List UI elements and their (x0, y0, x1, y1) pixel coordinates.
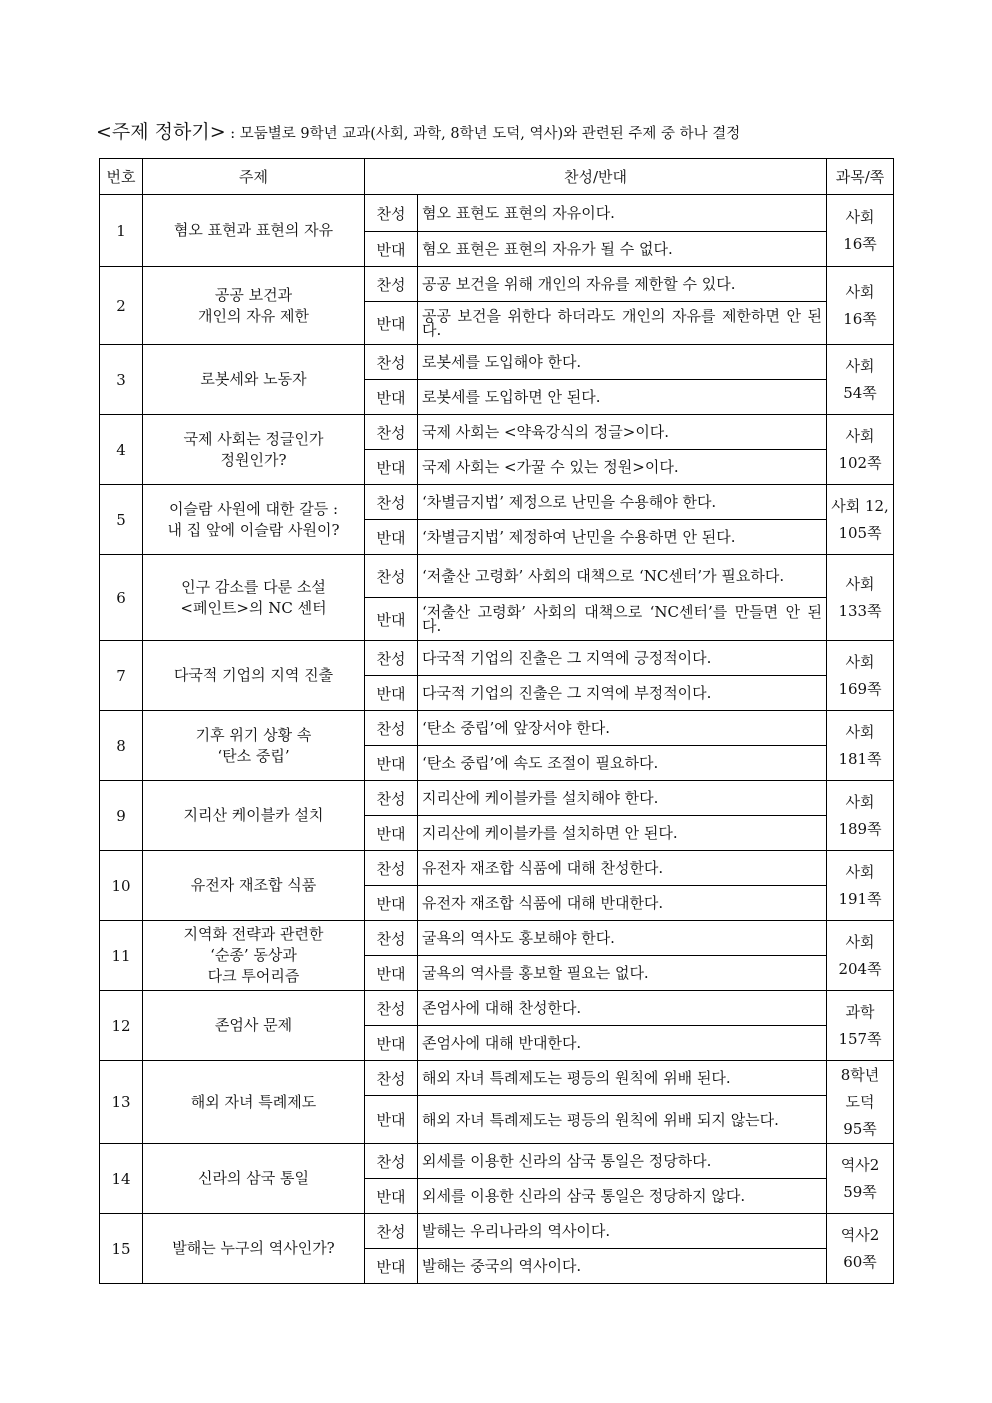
heading-title: <주제 정하기> (96, 121, 226, 143)
stance-label-for: 찬성 (365, 555, 418, 598)
argument-against: 혐오 표현은 표현의 자유가 될 수 없다. (418, 232, 827, 267)
row-number: 10 (100, 851, 143, 921)
table-row (100, 485, 894, 520)
stance-label-for: 찬성 (365, 345, 418, 380)
argument-against: ‘탄소 중립’에 속도 조절이 필요하다. (418, 746, 827, 781)
stance-label-against: 반대 (365, 816, 418, 851)
stance-label-against: 반대 (365, 450, 418, 485)
row-subject: 8학년 도덕 95쪽 (827, 1061, 894, 1144)
argument-against: 해외 자녀 특례제도는 평등의 원칙에 위배 되지 않는다. (418, 1096, 827, 1144)
row-number: 13 (100, 1061, 143, 1144)
table-row (100, 415, 894, 450)
row-topic: 인구 감소를 다룬 소설 <페인트>의 NC 센터 (143, 555, 365, 641)
row-subject: 사회 54쪽 (827, 345, 894, 415)
stance-label-for: 찬성 (365, 781, 418, 816)
argument-for: 국제 사회는 <약육강식의 정글>이다. (418, 415, 827, 450)
row-subject: 역사2 59쪽 (827, 1144, 894, 1214)
row-number: 15 (100, 1214, 143, 1284)
table-row (100, 345, 894, 380)
argument-against: 유전자 재조합 식품에 대해 반대한다. (418, 886, 827, 921)
row-subject: 역사2 60쪽 (827, 1214, 894, 1284)
argument-for: 발해는 우리나라의 역사이다. (418, 1214, 827, 1249)
row-subject: 사회 204쪽 (827, 921, 894, 991)
argument-against: 지리산에 케이블카를 설치하면 안 된다. (418, 816, 827, 851)
stance-label-for: 찬성 (365, 1144, 418, 1179)
row-number: 9 (100, 781, 143, 851)
table-row (100, 851, 894, 886)
stance-label-against: 반대 (365, 676, 418, 711)
table-body (100, 195, 894, 1284)
argument-for: 지리산에 케이블카를 설치해야 한다. (418, 781, 827, 816)
row-number: 5 (100, 485, 143, 555)
argument-for: ‘차별금지법’ 제정으로 난민을 수용해야 한다. (418, 485, 827, 520)
table-row (100, 921, 894, 956)
stance-label-for: 찬성 (365, 1061, 418, 1096)
row-subject: 사회 191쪽 (827, 851, 894, 921)
argument-against: 로봇세를 도입하면 안 된다. (418, 380, 827, 415)
argument-for: 해외 자녀 특례제도는 평등의 원칙에 위배 된다. (418, 1061, 827, 1096)
row-number: 7 (100, 641, 143, 711)
row-topic: 존엄사 문제 (143, 991, 365, 1061)
argument-for: 유전자 재조합 식품에 대해 찬성한다. (418, 851, 827, 886)
table-row (100, 641, 894, 676)
stance-label-against: 반대 (365, 1249, 418, 1284)
header-number: 번호 (100, 159, 143, 195)
stance-label-for: 찬성 (365, 415, 418, 450)
row-number: 6 (100, 555, 143, 641)
row-topic: 발해는 누구의 역사인가? (143, 1214, 365, 1284)
stance-label-for: 찬성 (365, 921, 418, 956)
row-number: 2 (100, 267, 143, 345)
row-number: 14 (100, 1144, 143, 1214)
argument-against: ‘저출산 고령화’ 사회의 대책으로 ‘NC센터’를 만들면 안 된다. (418, 598, 827, 641)
row-topic: 지리산 케이블카 설치 (143, 781, 365, 851)
row-subject: 사회 102쪽 (827, 415, 894, 485)
stance-label-against: 반대 (365, 956, 418, 991)
stance-label-for: 찬성 (365, 267, 418, 302)
stance-label-against: 반대 (365, 1179, 418, 1214)
row-topic: 기후 위기 상황 속 ‘탄소 중립’ (143, 711, 365, 781)
row-subject: 사회 16쪽 (827, 195, 894, 267)
row-number: 11 (100, 921, 143, 991)
stance-label-for: 찬성 (365, 991, 418, 1026)
row-number: 4 (100, 415, 143, 485)
argument-for: 로봇세를 도입해야 한다. (418, 345, 827, 380)
row-topic: 다국적 기업의 지역 진출 (143, 641, 365, 711)
row-topic: 유전자 재조합 식품 (143, 851, 365, 921)
table-row (100, 1144, 894, 1179)
table-row (100, 1061, 894, 1096)
table-row (100, 711, 894, 746)
argument-for: ‘저출산 고령화’ 사회의 대책으로 ‘NC센터’가 필요하다. (418, 555, 827, 598)
stance-label-for: 찬성 (365, 851, 418, 886)
stance-label-against: 반대 (365, 886, 418, 921)
stance-label-against: 반대 (365, 1096, 418, 1144)
row-subject: 과학 157쪽 (827, 991, 894, 1061)
row-topic: 지역화 전략과 관련한 ‘순종’ 동상과 다크 투어리즘 (143, 921, 365, 991)
row-number: 1 (100, 195, 143, 267)
table-row (100, 781, 894, 816)
argument-for: 존엄사에 대해 찬성한다. (418, 991, 827, 1026)
topics-table (99, 158, 894, 1284)
argument-for: ‘탄소 중립’에 앞장서야 한다. (418, 711, 827, 746)
row-topic: 혐오 표현과 표현의 자유 (143, 195, 365, 267)
row-number: 12 (100, 991, 143, 1061)
row-subject: 사회 12, 105쪽 (827, 485, 894, 555)
table-row (100, 991, 894, 1026)
row-subject: 사회 16쪽 (827, 267, 894, 345)
argument-against: 굴욕의 역사를 홍보할 필요는 없다. (418, 956, 827, 991)
stance-label-for: 찬성 (365, 641, 418, 676)
stance-label-for: 찬성 (365, 195, 418, 232)
stance-label-against: 반대 (365, 520, 418, 555)
table-header-row (100, 159, 894, 195)
row-topic: 이슬람 사원에 대한 갈등 : 내 집 앞에 이슬람 사원이? (143, 485, 365, 555)
argument-against: ‘차별금지법’ 제정하여 난민을 수용하면 안 된다. (418, 520, 827, 555)
row-number: 8 (100, 711, 143, 781)
argument-against: 발해는 중국의 역사이다. (418, 1249, 827, 1284)
table-row (100, 195, 894, 232)
argument-against: 공공 보건을 위한다 하더라도 개인의 자유를 제한하면 안 된다. (418, 302, 827, 345)
page-heading (96, 117, 740, 144)
row-subject: 사회 181쪽 (827, 711, 894, 781)
argument-against: 국제 사회는 <가꿀 수 있는 정원>이다. (418, 450, 827, 485)
argument-for: 굴욕의 역사도 홍보해야 한다. (418, 921, 827, 956)
row-topic: 로봇세와 노동자 (143, 345, 365, 415)
argument-for: 다국적 기업의 진출은 그 지역에 긍정적이다. (418, 641, 827, 676)
argument-against: 다국적 기업의 진출은 그 지역에 부정적이다. (418, 676, 827, 711)
stance-label-against: 반대 (365, 302, 418, 345)
row-subject: 사회 189쪽 (827, 781, 894, 851)
row-topic: 해외 자녀 특례제도 (143, 1061, 365, 1144)
argument-for: 공공 보건을 위해 개인의 자유를 제한할 수 있다. (418, 267, 827, 302)
row-topic: 국제 사회는 정글인가 정원인가? (143, 415, 365, 485)
table-row (100, 267, 894, 302)
heading-description: : 모둠별로 9학년 교과(사회, 과학, 8학년 도덕, 역사)와 관련된 주제 중 하나 결정 (225, 126, 741, 142)
stance-label-against: 반대 (365, 232, 418, 267)
stance-label-against: 반대 (365, 746, 418, 781)
row-subject: 사회 133쪽 (827, 555, 894, 641)
row-topic: 공공 보건과 개인의 자유 제한 (143, 267, 365, 345)
row-subject: 사회 169쪽 (827, 641, 894, 711)
table-row (100, 1214, 894, 1249)
header-stance: 찬성/반대 (365, 159, 827, 195)
argument-for: 혐오 표현도 표현의 자유이다. (418, 195, 827, 232)
stance-label-against: 반대 (365, 380, 418, 415)
stance-label-for: 찬성 (365, 1214, 418, 1249)
stance-label-for: 찬성 (365, 711, 418, 746)
argument-for: 외세를 이용한 신라의 삼국 통일은 정당하다. (418, 1144, 827, 1179)
stance-label-against: 반대 (365, 1026, 418, 1061)
header-subject: 과목/쪽 (827, 159, 894, 195)
table-row (100, 555, 894, 598)
header-topic: 주제 (143, 159, 365, 195)
row-number: 3 (100, 345, 143, 415)
stance-label-for: 찬성 (365, 485, 418, 520)
stance-label-against: 반대 (365, 598, 418, 641)
argument-against: 외세를 이용한 신라의 삼국 통일은 정당하지 않다. (418, 1179, 827, 1214)
argument-against: 존엄사에 대해 반대한다. (418, 1026, 827, 1061)
row-topic: 신라의 삼국 통일 (143, 1144, 365, 1214)
